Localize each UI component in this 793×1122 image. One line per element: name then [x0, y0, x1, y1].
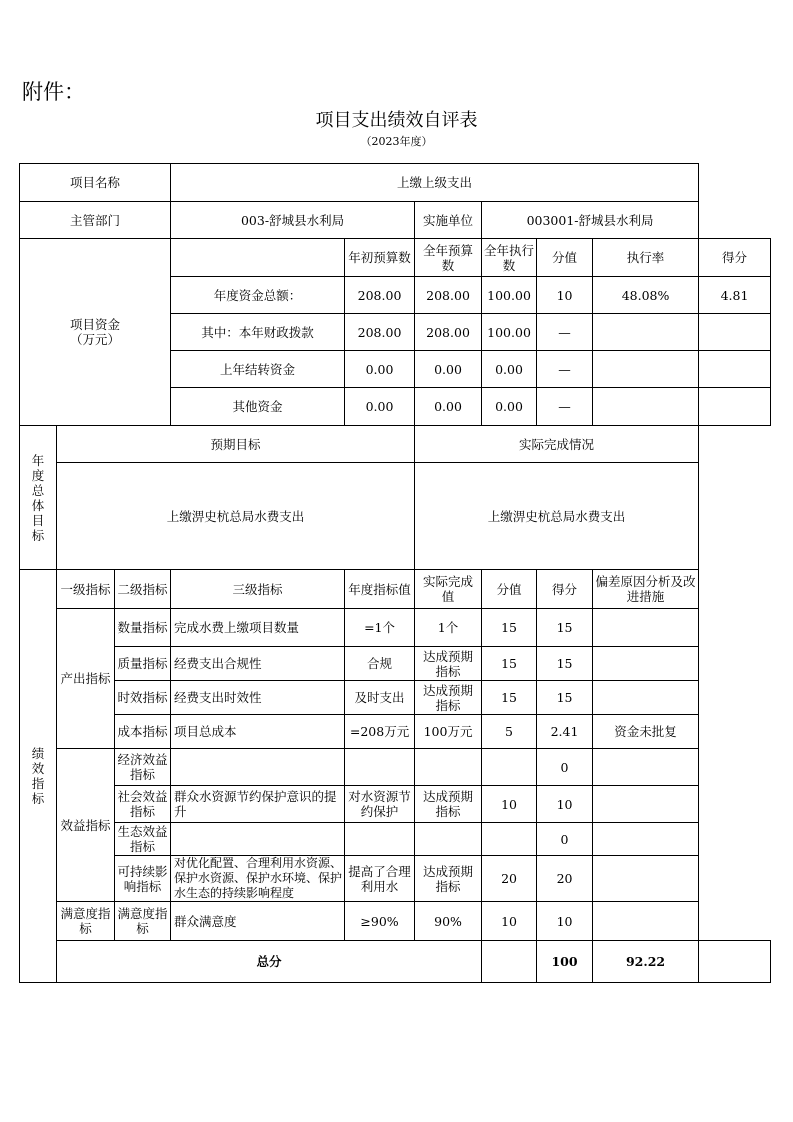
note	[593, 749, 699, 786]
col-rate: 执行率	[593, 239, 699, 277]
header-level2: 二级指标	[115, 570, 171, 609]
actual: 达成预期指标	[415, 681, 482, 715]
funds-executed: 0.00	[482, 351, 537, 388]
value	[482, 749, 537, 786]
goals-content-row	[20, 463, 771, 570]
funds-rate	[593, 351, 699, 388]
actual: 1个	[415, 609, 482, 647]
funds-initial: 0.00	[345, 388, 415, 426]
target: ≥90%	[345, 902, 415, 941]
value	[482, 823, 537, 856]
expected-goal: 上缴淠史杭总局水费支出	[57, 463, 415, 570]
level2: 社会效益指标	[115, 786, 171, 823]
expected-goal-header: 预期目标	[57, 426, 415, 463]
level2: 质量指标	[115, 647, 171, 681]
level3: 群众满意度	[171, 902, 345, 941]
impl-label: 实施单位	[415, 202, 482, 239]
indicator-row	[20, 681, 771, 715]
score: 15	[537, 681, 593, 715]
actual	[415, 749, 482, 786]
actual: 90%	[415, 902, 482, 941]
score: 15	[537, 609, 593, 647]
indicator-row	[20, 715, 771, 749]
col-score-value: 分值	[537, 239, 593, 277]
value: 15	[482, 647, 537, 681]
total-row	[20, 941, 771, 983]
funds-label-line1: 项目资金	[70, 317, 121, 332]
funds-row-name: 其中：本年财政拨款	[171, 314, 345, 351]
level1-output: 产出指标	[57, 609, 115, 749]
funds-annual: 0.00	[415, 351, 482, 388]
funds-initial: 208.00	[345, 277, 415, 314]
project-name-value: 上缴上级支出	[171, 164, 699, 202]
funds-row-name: 年度资金总额：	[171, 277, 345, 314]
header-level1: 一级指标	[57, 570, 115, 609]
actual-goal: 上缴淠史杭总局水费支出	[415, 463, 699, 570]
total-value: 100	[537, 941, 593, 983]
target: 提高了合理利用水	[345, 856, 415, 902]
actual	[415, 823, 482, 856]
value: 20	[482, 856, 537, 902]
level2: 生态效益指标	[115, 823, 171, 856]
funds-row-name: 上年结转资金	[171, 351, 345, 388]
funds-executed: 100.00	[482, 314, 537, 351]
indicator-row	[20, 609, 771, 647]
funds-score-value: —	[537, 388, 593, 426]
funds-executed: 0.00	[482, 388, 537, 426]
note	[593, 902, 699, 941]
level3: 经费支出时效性	[171, 681, 345, 715]
header-value: 分值	[482, 570, 537, 609]
note: 资金未批复	[593, 715, 699, 749]
funds-row-name: 其他资金	[171, 388, 345, 426]
value: 15	[482, 681, 537, 715]
funds-score-value: —	[537, 314, 593, 351]
project-name-row	[20, 164, 771, 202]
total-label: 总分	[57, 941, 482, 983]
funds-annual: 208.00	[415, 277, 482, 314]
level2: 成本指标	[115, 715, 171, 749]
funds-rate	[593, 388, 699, 426]
score: 15	[537, 647, 593, 681]
note	[593, 681, 699, 715]
level3: 完成水费上缴项目数量	[171, 609, 345, 647]
level3	[171, 749, 345, 786]
impl-value: 003001-舒城县水利局	[482, 202, 699, 239]
funds-score	[699, 388, 771, 426]
indicators-section-label: 绩 效 指 标	[20, 570, 57, 983]
level2: 满意度指标	[115, 902, 171, 941]
target: 对水资源节约保护	[345, 786, 415, 823]
level2: 可持续影响指标	[115, 856, 171, 902]
dept-value: 003-舒城县水利局	[171, 202, 415, 239]
score: 0	[537, 823, 593, 856]
funds-rate	[593, 314, 699, 351]
col-score: 得分	[699, 239, 771, 277]
header-score: 得分	[537, 570, 593, 609]
attachment-label: 附件：	[22, 80, 85, 104]
total-blank	[482, 941, 537, 983]
level2: 经济效益指标	[115, 749, 171, 786]
department-row	[20, 202, 771, 239]
target: 及时支出	[345, 681, 415, 715]
indicator-row	[20, 823, 771, 856]
score: 10	[537, 786, 593, 823]
indicator-row	[20, 786, 771, 823]
indicators-header-row	[20, 570, 771, 609]
goals-header-row	[20, 426, 771, 463]
indicator-row	[20, 856, 771, 902]
level3: 群众水资源节约保护意识的提升	[171, 786, 345, 823]
goals-section-label: 年 度 总 体 目 标	[20, 426, 57, 570]
note	[593, 609, 699, 647]
indicator-row	[20, 749, 771, 786]
indicator-row	[20, 902, 771, 941]
level1-satisfaction: 满意度指标	[57, 902, 115, 941]
funds-score	[699, 351, 771, 388]
header-level3: 三级指标	[171, 570, 345, 609]
col-initial-budget: 年初预算数	[345, 239, 415, 277]
evaluation-table	[19, 163, 771, 983]
value: 10	[482, 902, 537, 941]
score: 20	[537, 856, 593, 902]
target: =1个	[345, 609, 415, 647]
actual: 达成预期指标	[415, 647, 482, 681]
indicator-row	[20, 647, 771, 681]
funds-score: 4.81	[699, 277, 771, 314]
score: 10	[537, 902, 593, 941]
actual: 100万元	[415, 715, 482, 749]
funds-initial: 0.00	[345, 351, 415, 388]
level3: 经费支出合规性	[171, 647, 345, 681]
funds-initial: 208.00	[345, 314, 415, 351]
actual-goal-header: 实际完成情况	[415, 426, 699, 463]
level2: 数量指标	[115, 609, 171, 647]
level2: 时效指标	[115, 681, 171, 715]
actual: 达成预期指标	[415, 856, 482, 902]
col-executed: 全年执行数	[482, 239, 537, 277]
funds-label	[20, 239, 171, 426]
actual: 达成预期指标	[415, 786, 482, 823]
funds-score-value: —	[537, 351, 593, 388]
header-note: 偏差原因分析及改进措施	[593, 570, 699, 609]
funds-label-line2: （万元）	[70, 332, 121, 347]
target	[345, 823, 415, 856]
level3: 项目总成本	[171, 715, 345, 749]
funds-annual: 208.00	[415, 314, 482, 351]
level3: 对优化配置、合理利用水资源、保护水资源、保护水环境、保护水生态的持续影响程度	[171, 856, 345, 902]
level3	[171, 823, 345, 856]
project-name-label: 项目名称	[20, 164, 171, 202]
col-annual-budget: 全年预算数	[415, 239, 482, 277]
value: 5	[482, 715, 537, 749]
total-score: 92.22	[593, 941, 699, 983]
funds-rate: 48.08%	[593, 277, 699, 314]
target: =208万元	[345, 715, 415, 749]
value: 10	[482, 786, 537, 823]
score: 2.41	[537, 715, 593, 749]
funds-blank-header	[171, 239, 345, 277]
funds-annual: 0.00	[415, 388, 482, 426]
note	[593, 823, 699, 856]
level1-benefit: 效益指标	[57, 749, 115, 902]
target: 合规	[345, 647, 415, 681]
funds-score	[699, 314, 771, 351]
note	[593, 856, 699, 902]
score: 0	[537, 749, 593, 786]
page-title: 项目支出绩效自评表	[315, 110, 478, 131]
header-target: 年度指标值	[345, 570, 415, 609]
dept-label: 主管部门	[20, 202, 171, 239]
note	[593, 647, 699, 681]
value: 15	[482, 609, 537, 647]
target	[345, 749, 415, 786]
year-subtitle: （2023年度）	[360, 135, 433, 148]
total-note	[699, 941, 771, 983]
header-actual: 实际完成值	[415, 570, 482, 609]
funds-header-row	[20, 239, 771, 277]
note	[593, 786, 699, 823]
funds-executed: 100.00	[482, 277, 537, 314]
funds-score-value: 10	[537, 277, 593, 314]
